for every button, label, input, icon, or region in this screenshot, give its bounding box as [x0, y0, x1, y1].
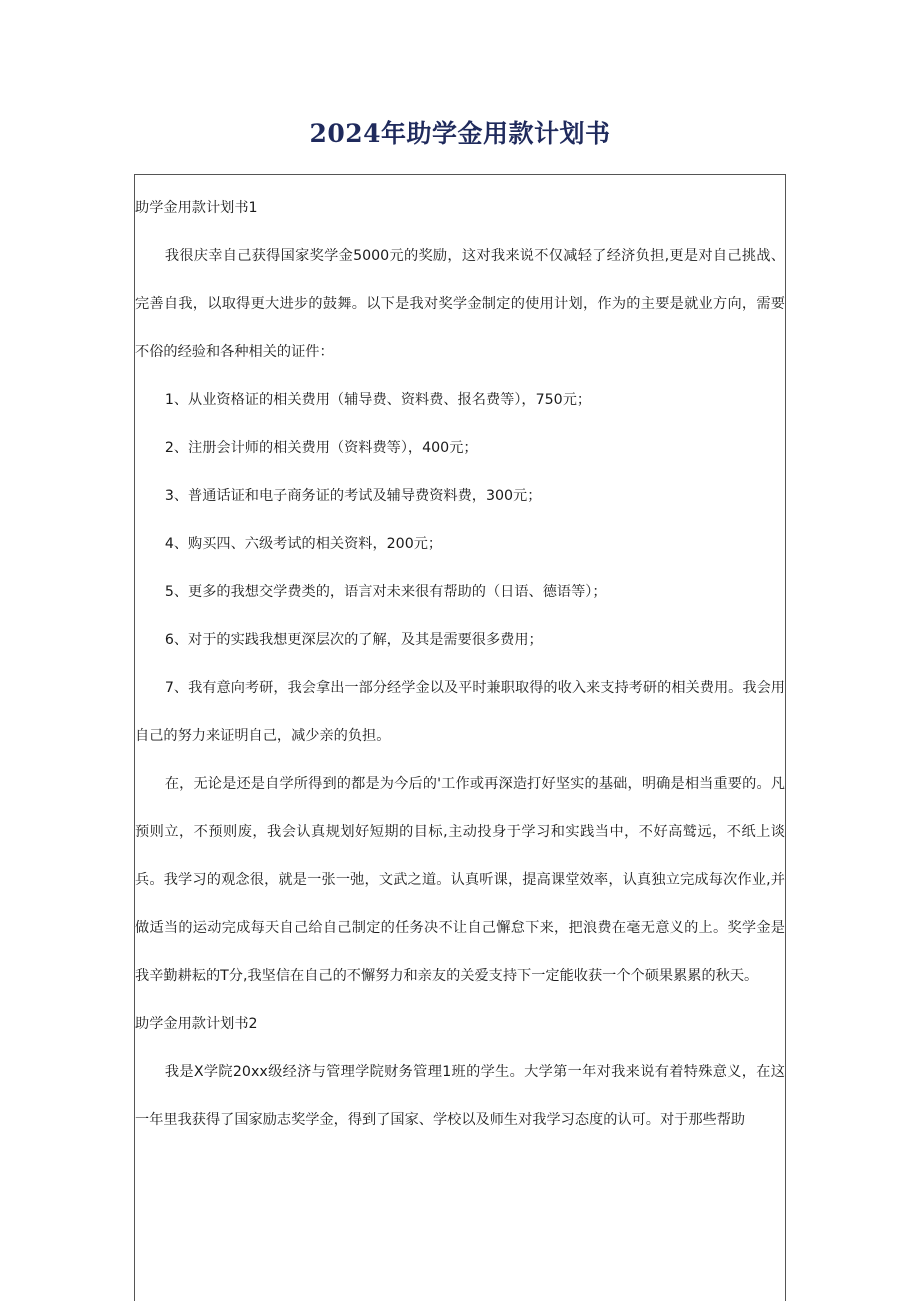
section-heading-2: 助学金用款计划书2: [135, 1016, 258, 1032]
list-item-7: 7、我有意向考研，我会拿出一部分经学金以及平时兼职取得的收入来支持考研的相关费用。我会用自己的努力来证明自己，减少亲的负担。: [135, 680, 785, 744]
list-item-2: 2、注册会计师的相关费用（资料费等），400元；: [164, 440, 478, 456]
document-title: 2024年助学金用款计划书: [309, 119, 611, 148]
list-item-6: 6、对于的实践我想更深层次的了解，及其是需要很多费用；: [164, 632, 543, 648]
paragraph-intro-2: 我是X学院20xx级经济与管理学院财务管理1班的学生。大学第一年对我来说有着特殊意义，在这一年里我获得了国家励志奖学金，得到了国家、学校以及师生对我学习态度的认可。对于那些帮助: [135, 1064, 785, 1128]
list-item-1: 1、从业资格证的相关费用（辅导费、资料费、报名费等），750元；: [164, 392, 592, 408]
list-item-4: 4、购买四、六级考试的相关资料，200元；: [164, 536, 443, 552]
list-item-3: 3、普通话证和电子商务证的考试及辅导费资料费，300元；: [164, 488, 542, 504]
list-item-5: 5、更多的我想交学费类的，语言对未来很有帮助的（日语、德语等）；: [164, 584, 607, 600]
paragraph-intro-1: 我很庆幸自己获得国家奖学金5000元的奖励，这对我来说不仅减轻了经济负担,更是对自己挑战、完善自我，以取得更大进步的鼓舞。以下是我对奖学金制定的使用计划，作为的主要是就业方向，需要不俗的经验和各种相关的证件：: [135, 248, 785, 360]
paragraph-closing-1: 在，无论是还是自学所得到的都是为今后的'工作或再深造打好坚实的基础，明确是相当重要的。凡预则立，不预则废，我会认真规划好短期的目标,主动投身于学习和实践当中，不好高鹫远，不纸上谈兵。我学习的观念很，就是一张一弛，文武之道。认真听课，提高课堂效率，认真独立完成每次作业,并做适当的运动完成每天自己给自己制定的任务决不让自己懈怠下来，把浪费在毫无意义的上。奖学金是我辛勤耕耘的T分,我坚信在自己的不懈努力和亲友的关爱支持下一定能收获一个个硕果累累的秋天。: [135, 776, 785, 984]
section-heading-1: 助学金用款计划书1: [135, 200, 258, 216]
document-body: [135, 184, 785, 1144]
